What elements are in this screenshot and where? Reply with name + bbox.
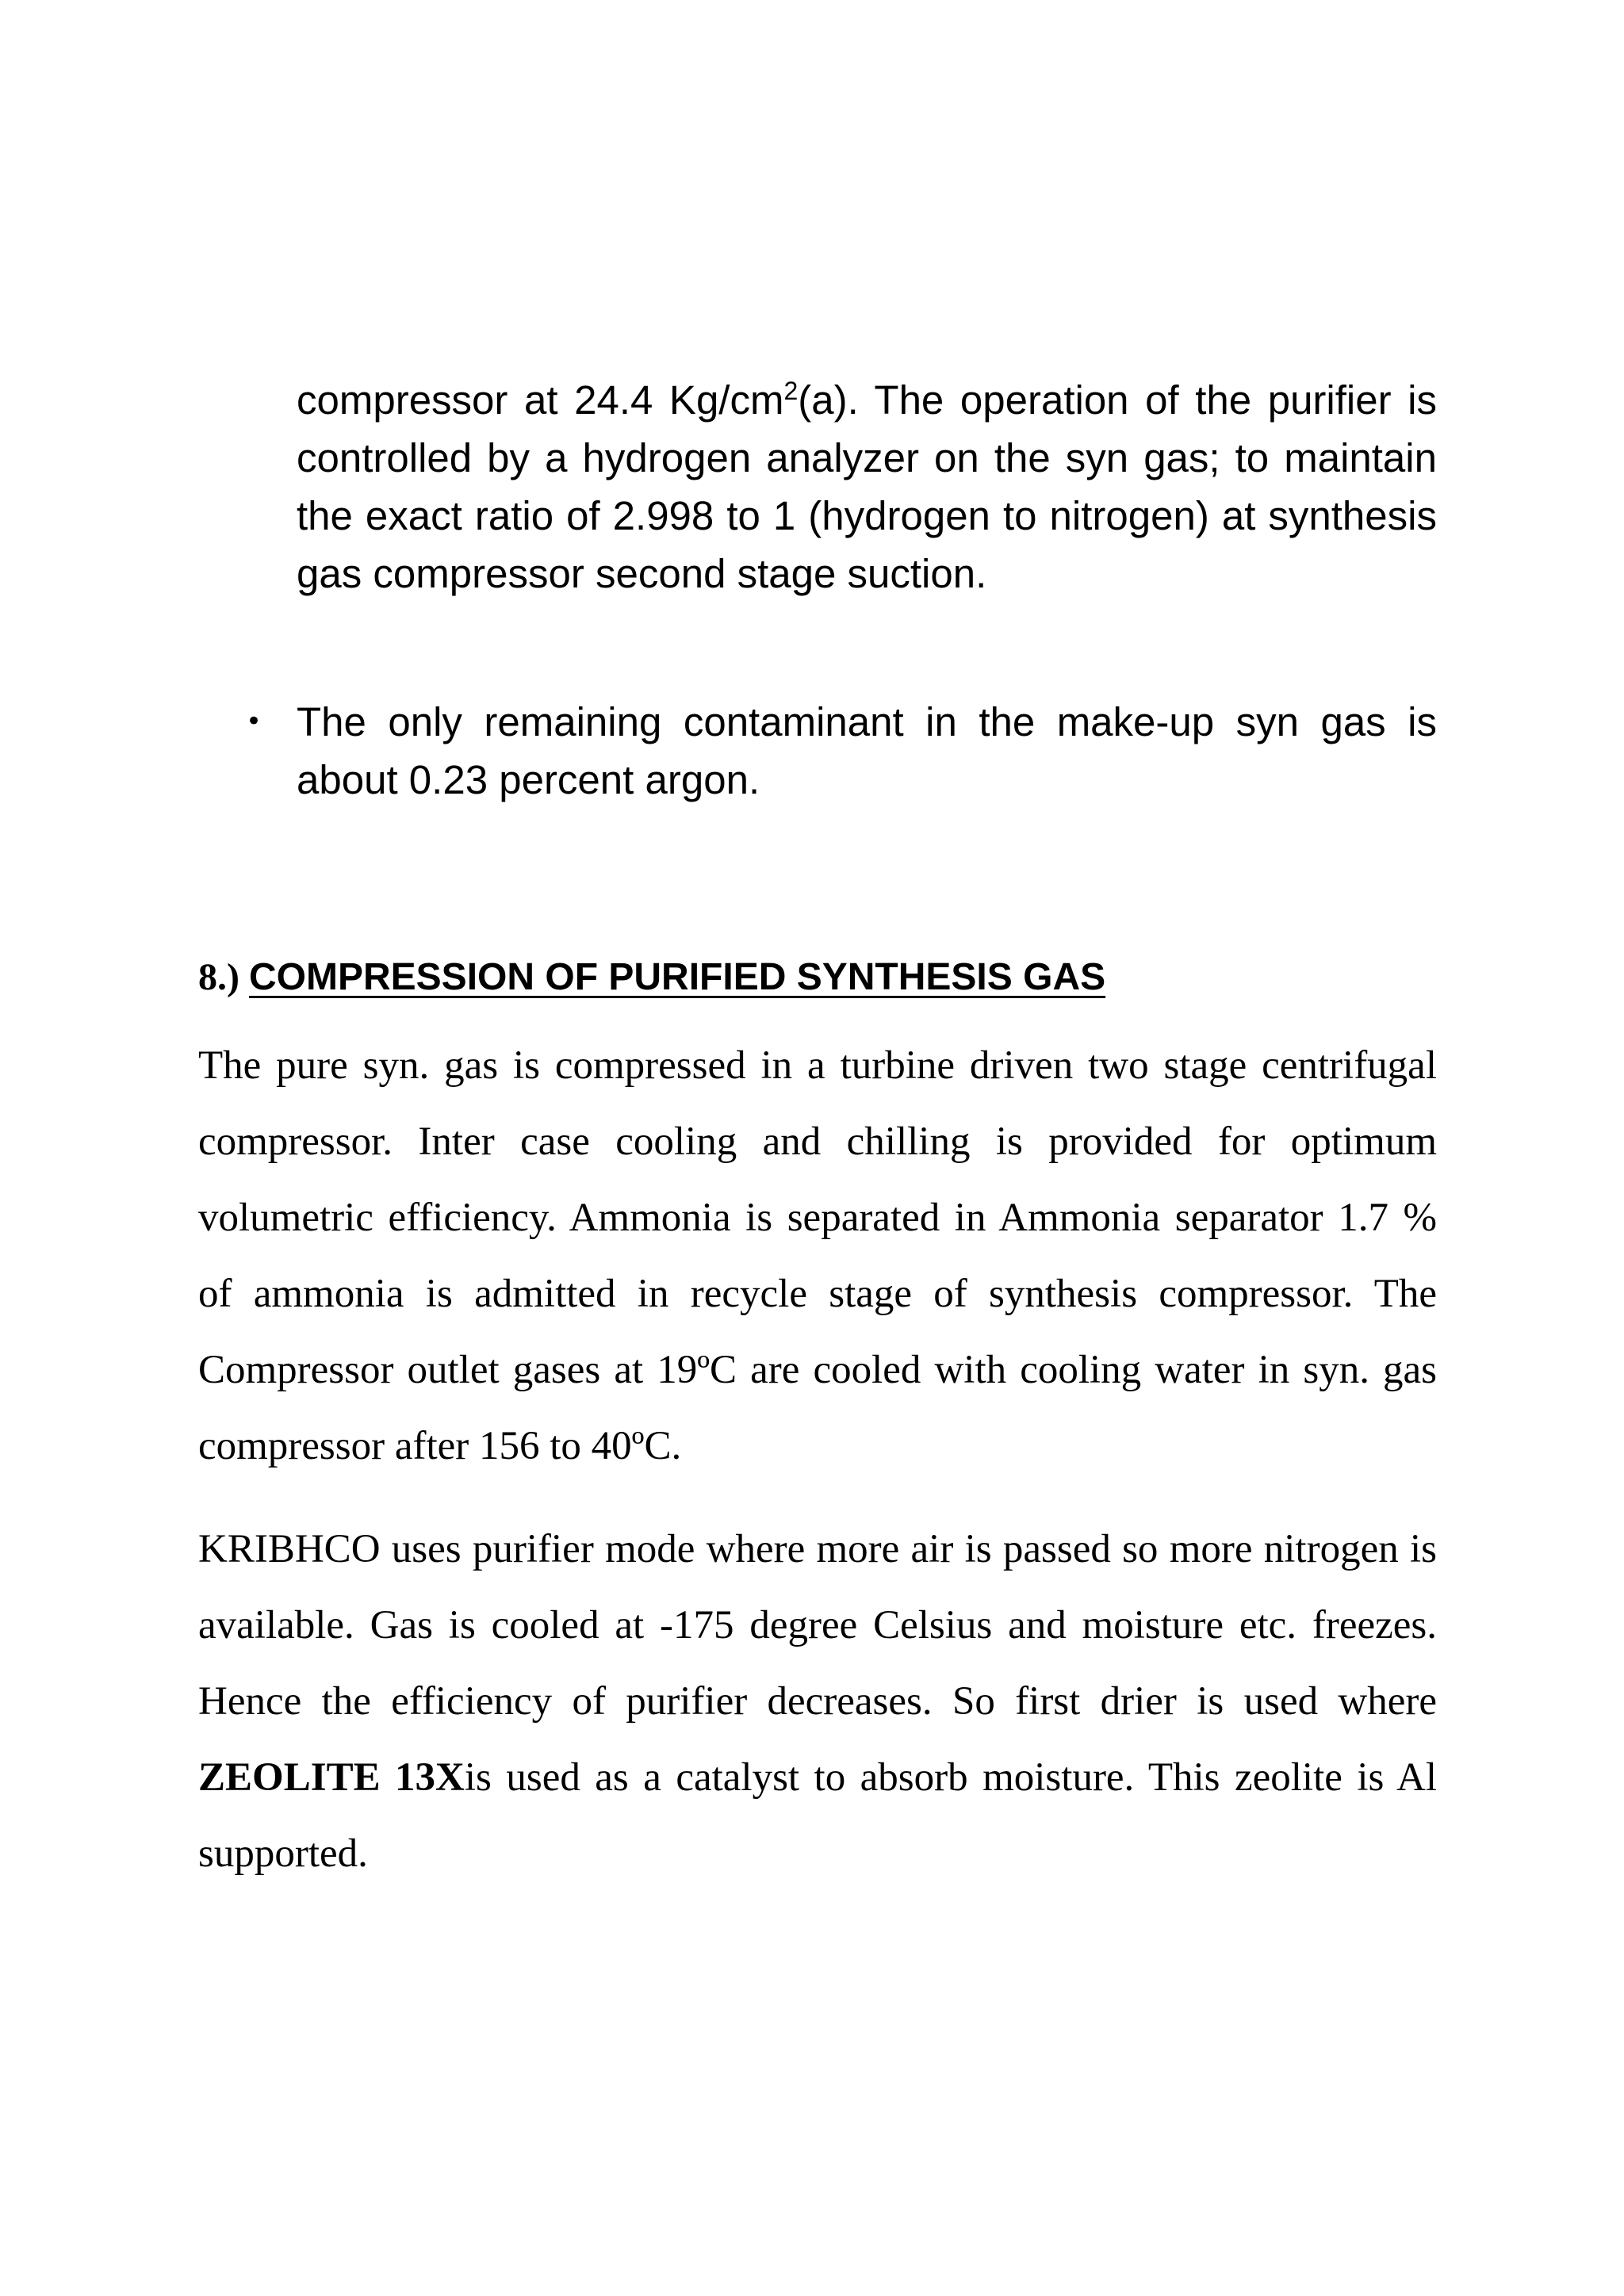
paragraph-kribhco-part-2: is used as a catalyst to absorb moisture. This zeolite is Al supported.	[198, 1755, 1437, 1876]
section-title: COMPRESSION OF PURIFIED SYNTHESIS GAS	[248, 956, 1106, 998]
section-heading	[198, 950, 1105, 1005]
section-number: 8.)	[198, 956, 249, 998]
continued-text-part-1: compressor at 24.4 Kg/cm	[297, 377, 784, 423]
zeolite-bold-term: ZEOLITE 13X	[198, 1755, 465, 1800]
continued-bullet-text	[297, 371, 1437, 603]
superscript-2: 2	[783, 377, 799, 405]
bullet-icon: •	[246, 706, 262, 737]
paragraph-kribhco-part-1: KRIBHCO uses purifier mode where more air is passed so more nitrogen is available. Gas is cooled at -175 degree Celsius and moisture etc. freezes. Hence the efficiency of purifier decreases. So first drier is used where	[198, 1527, 1437, 1724]
bullet-text: The only remaining contaminant in the make-up syn gas is about 0.23 percent argon.	[297, 699, 1437, 802]
paragraph-kribhco	[198, 1511, 1437, 1892]
bullet-item-argon	[246, 693, 1437, 809]
continued-text-part-2: (a). The operation of the purifier is controlled by a hydrogen analyzer on the syn gas; to maintain the exact ratio of 2.998 to 1 (hydrogen to nitrogen) at synthesis gas compressor second stage suction.	[297, 377, 1437, 596]
paragraph-compression: The pure syn. gas is compressed in a turbine driven two stage centrifugal compressor. Inter case cooling and chilling is provided for optimum volumetric efficiency. Ammonia is separated in Ammonia separator 1.7 % of ammonia is admitted in recycle stage of synthesis compressor. The Compressor outlet gases at 19ºC are cooled with cooling water in syn. gas compressor after 156 to 40ºC.	[198, 1043, 1437, 1468]
